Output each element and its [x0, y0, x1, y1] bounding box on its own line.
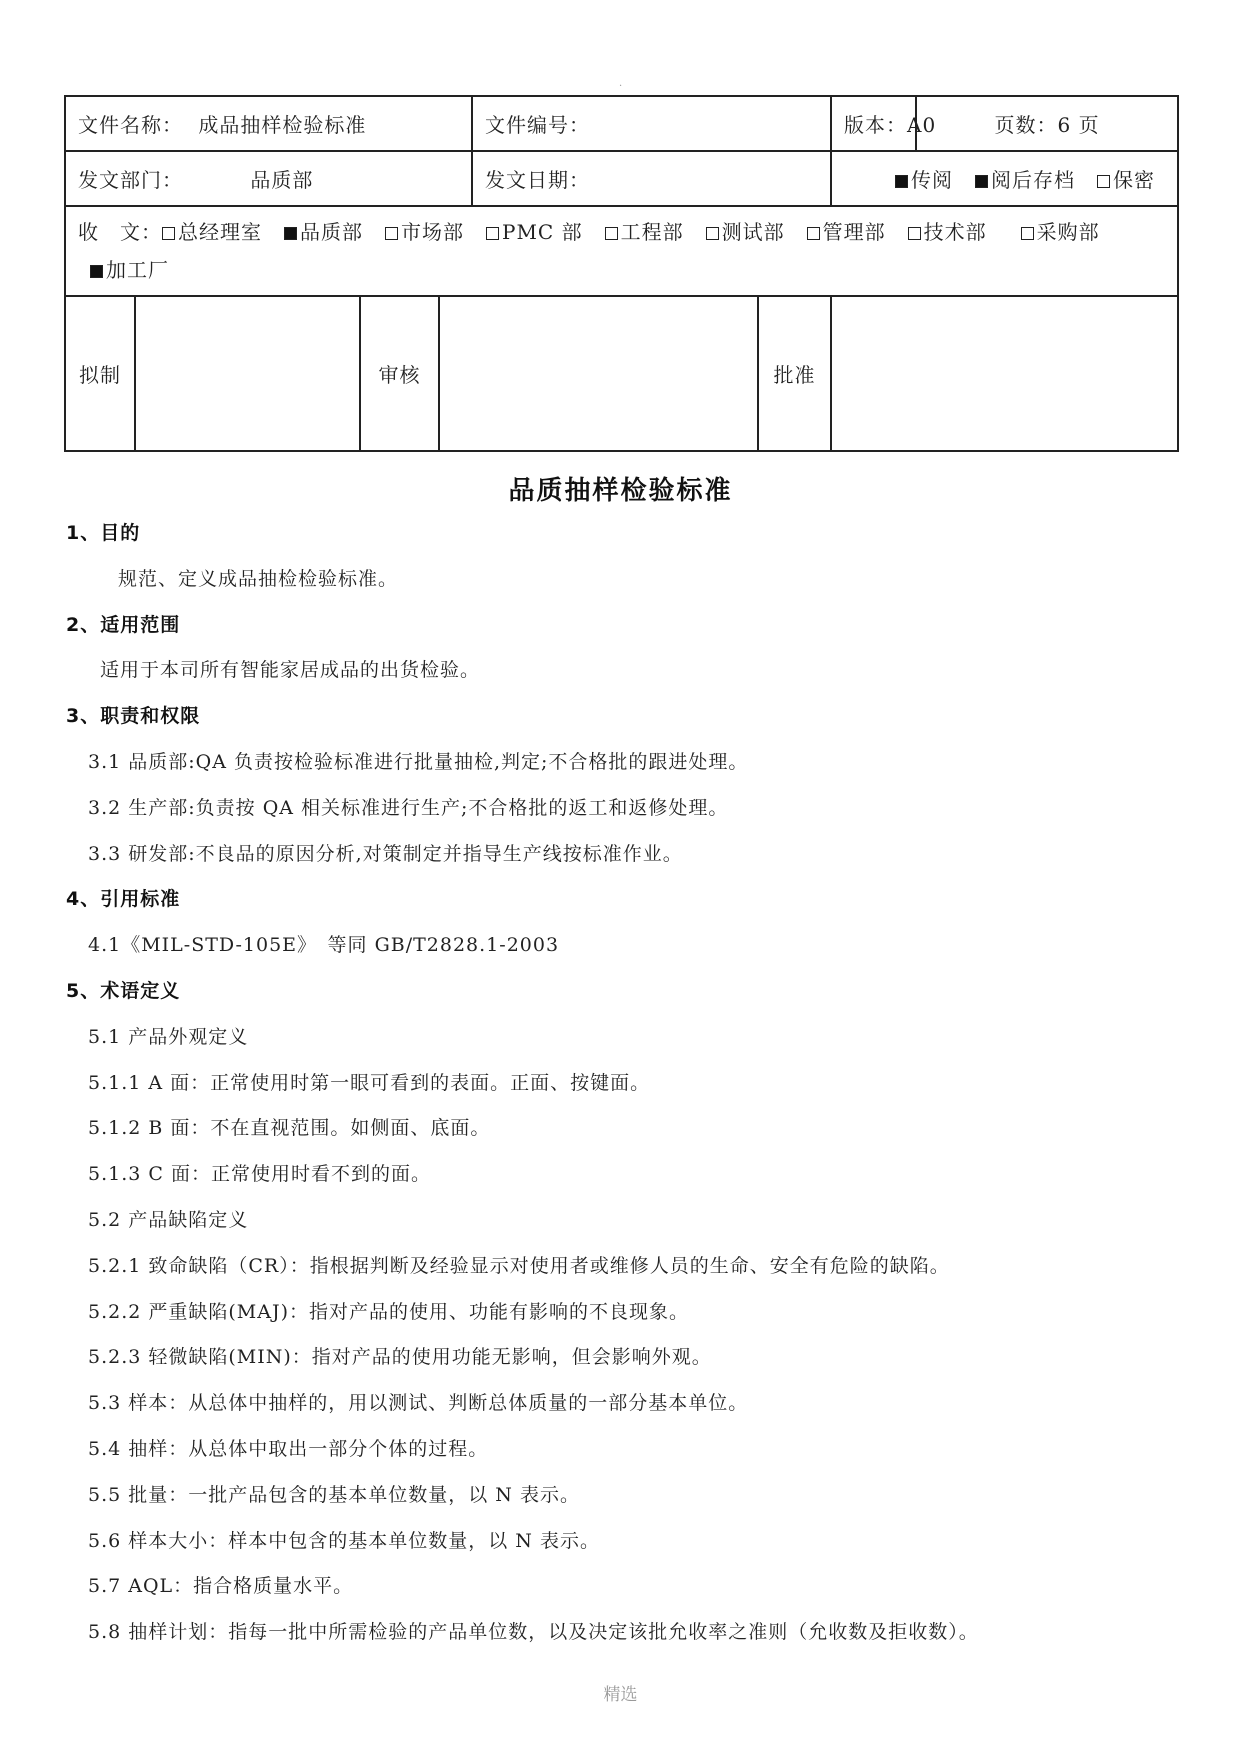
paragraph-line: 4.1《MIL-STD-105E》 等同 GB/T2828.1-2003 — [88, 934, 560, 957]
draft-signature-cell — [135, 296, 360, 451]
checked-box-icon[interactable] — [284, 227, 297, 240]
checkbox-label: 总经理室 — [178, 220, 262, 244]
paragraph-line: 5.1 产品外观定义 — [88, 1025, 249, 1048]
version-cell — [831, 96, 937, 151]
approve-signature-cell — [831, 296, 1178, 451]
footer-watermark: 精选 — [603, 1685, 638, 1705]
dept-label: 发文部门： — [78, 168, 183, 192]
flags-cell — [831, 151, 1178, 206]
checked-box-icon[interactable] — [975, 175, 988, 188]
section-heading: 1、目的 — [66, 522, 141, 544]
recipient-option[interactable] — [162, 220, 262, 244]
section-heading: 3、职责和权限 — [66, 705, 201, 728]
document-title: 品质抽样检验标准 — [508, 476, 733, 506]
flag-option[interactable] — [975, 168, 1075, 192]
paragraph-line: 3.1 品质部:QA 负责按检验标准进行批量抽检,判定;不合格批的跟进处理。 — [88, 751, 749, 773]
unchecked-box-icon[interactable] — [1097, 175, 1110, 188]
recipient-option[interactable] — [1021, 220, 1100, 244]
recipients-label: 收 文： — [78, 220, 162, 244]
paragraph-line: 5.2.3 轻微缺陷(MIN)：指对产品的使用功能无影响，但会影响外观。 — [88, 1346, 712, 1369]
paragraph-line: 5.5 批量：一批产品包含的基本单位数量，以 N 表示。 — [88, 1483, 580, 1506]
checkbox-label: 工程部 — [620, 220, 684, 244]
checkbox-label: 管理部 — [822, 220, 886, 244]
unchecked-box-icon[interactable] — [908, 227, 921, 240]
paragraph-line: 5.4 抽样：从总体中取出一部分个体的过程。 — [88, 1438, 489, 1460]
version-value: 版本：A0 — [844, 113, 937, 137]
paragraph-line: 5.2 产品缺陷定义 — [88, 1209, 249, 1231]
recipient-option[interactable] — [90, 258, 169, 282]
unchecked-box-icon[interactable] — [162, 227, 175, 240]
unchecked-box-icon[interactable] — [486, 227, 499, 240]
flag-option[interactable] — [1097, 168, 1155, 192]
paragraph-line: 5.1.3 C 面：正常使用时看不到的面。 — [88, 1163, 431, 1186]
flag-option[interactable] — [895, 168, 953, 192]
date-label: 发文日期： — [485, 168, 591, 192]
checkbox-label: 品质部 — [300, 220, 363, 244]
distribution-flags — [895, 168, 1155, 192]
draft-label: 拟制 — [79, 363, 121, 387]
recipient-option[interactable] — [284, 220, 363, 244]
paragraph-line: 5.3 样本：从总体中抽样的，用以测试、判断总体质量的一部分基本单位。 — [88, 1392, 749, 1415]
paragraph-line: 5.1.2 B 面：不在直视范围。如侧面、底面。 — [88, 1117, 491, 1140]
paragraph-line: 5.6 样本大小：样本中包含的基本单位数量，以 N 表示。 — [88, 1529, 600, 1552]
paragraph-line: 5.8 抽样计划：指每一批中所需检验的产品单位数，以及决定该批允收率之准则（允收数及拒收数）。 — [88, 1621, 979, 1644]
document-header-table — [64, 95, 1179, 452]
approve-label: 批准 — [773, 363, 816, 387]
paragraph-line: 5.2.1 致命缺陷（CR）：指根据判断及经验显示对使用者或维修人员的生命、安全有危险的缺陷。 — [88, 1254, 950, 1277]
checkbox-label: 市场部 — [401, 220, 464, 244]
recipient-option[interactable] — [486, 220, 583, 244]
recipient-option[interactable] — [706, 220, 785, 244]
file-name-value: 成品抽样检验标准 — [198, 113, 367, 137]
recipients-cell — [65, 206, 1178, 296]
paragraph-line: 规范、定义成品抽检检验标准。 — [118, 567, 399, 590]
pages-value: 页数：6 页 — [994, 113, 1100, 137]
review-label-cell — [360, 296, 439, 451]
file-no-cell — [472, 96, 831, 151]
unchecked-box-icon[interactable] — [1021, 227, 1034, 240]
file-name-label: 文件名称： — [78, 113, 183, 137]
checkbox-label: 采购部 — [1036, 220, 1100, 244]
checked-box-icon[interactable] — [895, 175, 908, 188]
dept-value: 品质部 — [250, 168, 314, 192]
recipients-list — [78, 220, 1122, 282]
paragraph-line: 3.2 生产部:负责按 QA 相关标准进行生产;不合格批的返工和返修处理。 — [88, 796, 729, 819]
checkbox-label: 保密 — [1113, 168, 1156, 192]
top-mark: . — [619, 78, 623, 89]
paragraph-line: 5.2.2 严重缺陷(MAJ)：指对产品的使用、功能有影响的不良现象。 — [88, 1300, 690, 1323]
file-no-label: 文件编号： — [485, 113, 591, 137]
paragraph-line: 5.7 AQL：指合格质量水平。 — [88, 1575, 354, 1598]
checkbox-label: 加工厂 — [106, 258, 169, 282]
checked-box-icon[interactable] — [90, 265, 103, 278]
unchecked-box-icon[interactable] — [807, 227, 820, 240]
paragraph-line: 适用于本司所有智能家居成品的出货检验。 — [100, 659, 481, 682]
pages-cell — [916, 96, 1178, 151]
section-heading: 5、术语定义 — [66, 980, 181, 1002]
dept-cell — [65, 151, 472, 206]
paragraph-line: 3.3 研发部:不良品的原因分析,对策制定并指导生产线按标准作业。 — [88, 842, 683, 865]
paragraph-line: 5.1.1 A 面：正常使用时第一眼可看到的表面。正面、按键面。 — [88, 1071, 651, 1094]
draft-label-cell — [65, 296, 135, 451]
unchecked-box-icon[interactable] — [605, 227, 618, 240]
recipient-option[interactable] — [385, 220, 464, 244]
review-label: 审核 — [378, 363, 421, 387]
recipient-option[interactable] — [908, 220, 987, 244]
checkbox-label: 技术部 — [923, 220, 987, 244]
file-name-cell — [65, 96, 472, 151]
unchecked-box-icon[interactable] — [385, 227, 398, 240]
checkbox-label: 阅后存档 — [991, 168, 1076, 192]
section-heading: 2、适用范围 — [66, 613, 181, 636]
recipient-option[interactable] — [605, 220, 684, 244]
checkbox-label: 测试部 — [721, 220, 785, 244]
approve-label-cell — [758, 296, 831, 451]
review-signature-cell — [439, 296, 758, 451]
unchecked-box-icon[interactable] — [706, 227, 719, 240]
date-cell — [472, 151, 831, 206]
section-heading: 4、引用标准 — [66, 888, 181, 911]
recipient-option[interactable] — [807, 220, 886, 244]
checkbox-label: 传阅 — [911, 168, 954, 192]
checkbox-label: PMC 部 — [502, 220, 583, 244]
